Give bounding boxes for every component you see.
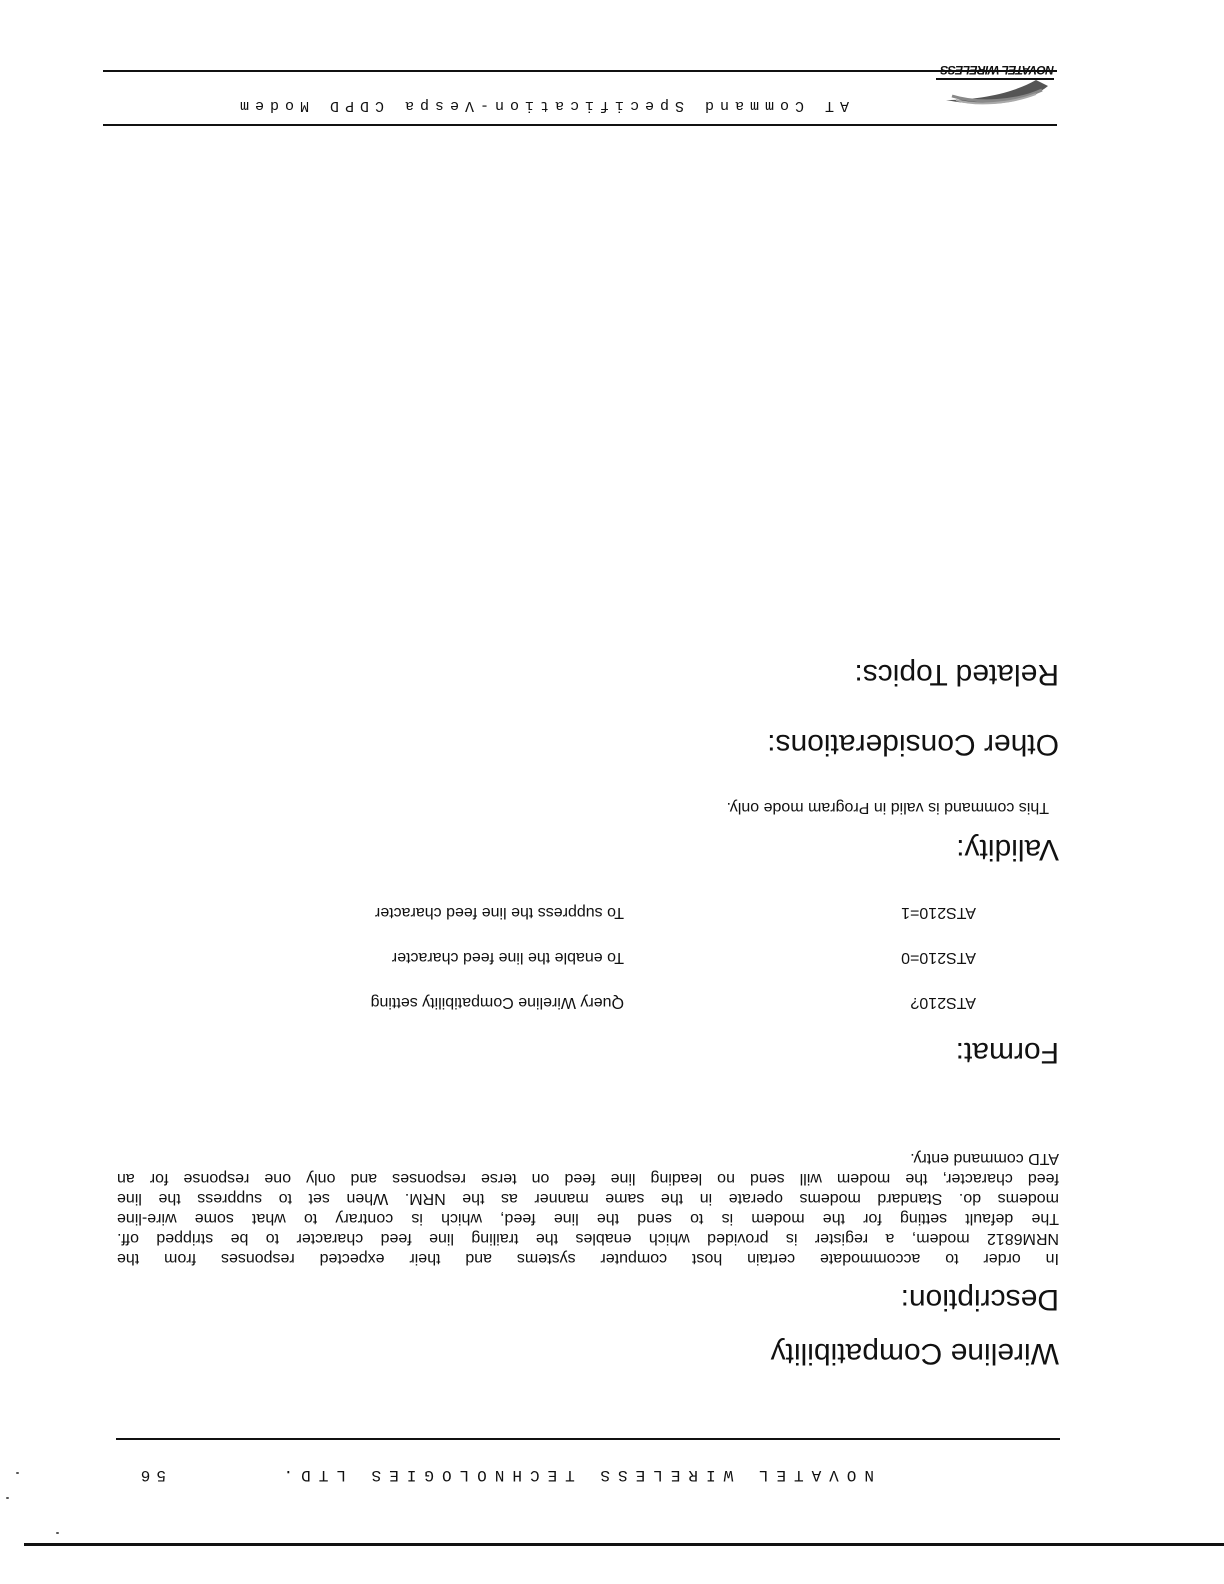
format-description: To enable the line feed character [391, 949, 624, 966]
description-line: modems do. Standard modems operate in the same manner as the NRM. When set to suppress the line [117, 1190, 1059, 1207]
footer-rule [116, 1438, 1060, 1440]
format-row [276, 989, 976, 1011]
footer-company: NOVATEL WIRELESS TECHNOLOGIES LTD. [275, 1466, 874, 1484]
scan-speck [56, 1532, 59, 1534]
page-number: 56 [134, 1466, 166, 1484]
description-line: In order to accommodate certain host computer systems and their expected responses from the [117, 1250, 1059, 1267]
validity-heading: Validity: [956, 833, 1059, 866]
format-description: To suppress the line feed character [374, 904, 624, 921]
header-title: AT Command Specification-Vespa CDPD Modem [233, 97, 849, 114]
scan-speck [6, 1497, 9, 1499]
format-command: ATS210=1 [901, 904, 976, 921]
description-line: ATD command entry. [910, 1150, 1059, 1167]
description-heading: Description: [900, 1283, 1059, 1316]
format-row [276, 944, 976, 966]
related-topics-heading: Related Topics: [854, 658, 1059, 691]
description-body [117, 1148, 1059, 1268]
logo-wordmark: NOVATEL WIRELESS [936, 63, 1054, 80]
scan-edge-line [24, 1543, 1224, 1546]
format-description: Query Wireline Compatibility setting [370, 994, 624, 1011]
format-heading: Format: [955, 1036, 1059, 1069]
header-rule-lower [103, 70, 1057, 72]
scan-speck [16, 1472, 19, 1474]
format-row [276, 899, 976, 921]
other-considerations-heading: Other Considerations: [767, 728, 1059, 761]
format-command: ATS210=0 [901, 949, 976, 966]
description-line: The default setting for the modem is to send the line feed, which is contrary to what some wire-line [117, 1210, 1059, 1227]
validity-text: This command is valid in Program mode only. [726, 799, 1049, 816]
format-command: ATS210? [910, 994, 976, 1011]
description-line: feed character, the modem will send no leading line feed on terse responses and only one response for an [117, 1170, 1059, 1187]
section-title: Wireline Compatibility [770, 1337, 1059, 1370]
description-line: NRM6812 modem, a register is provided which enables the trailing line feed character to be stripped off. [117, 1230, 1059, 1247]
header-rule-upper [103, 124, 1057, 126]
